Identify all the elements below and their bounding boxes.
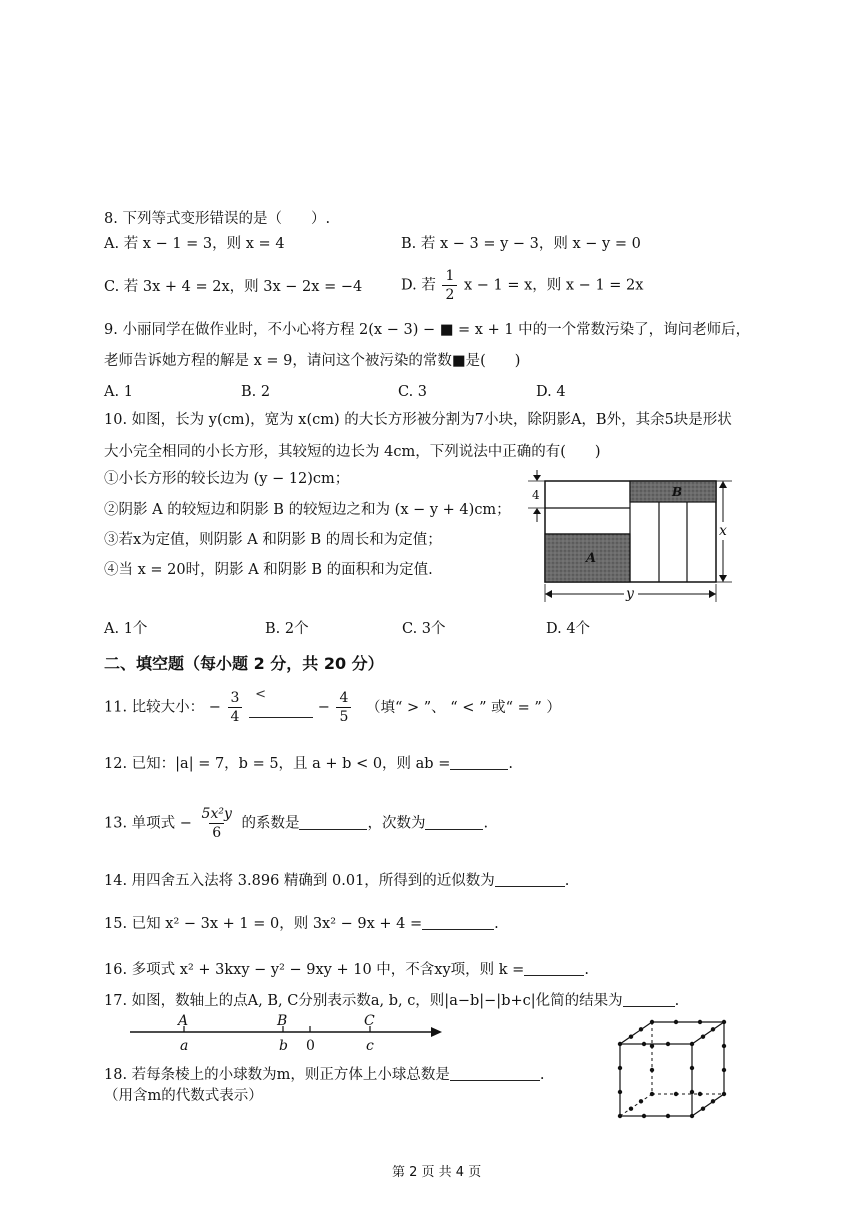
cube-edge (692, 1094, 724, 1116)
q11 (104, 686, 561, 726)
q11-answer-blank[interactable] (249, 686, 313, 718)
label-b: B (672, 485, 683, 499)
q9-line1: 9. 小丽同学在做作业时，不小心将方程 2(x − 3) − ■ = x + 1 中的一个常数污染了，询问老师后， (104, 322, 751, 338)
fraction-denominator: 5 (336, 707, 351, 725)
q18-line2: （用含m的代数式表示） (104, 1088, 263, 1104)
q8-option-b: B. 若 x − 3 = y − 3，则 x − y = 0 (401, 236, 641, 252)
q13-coefficient-text: 的系数是 (241, 815, 300, 832)
q12-text: 12. 已知：|a| = 7，b = 5，且 a + b < 0，则 ab = (104, 756, 451, 772)
q11-instruction: （填“ > ”、 “ < ” 或“ = ” ） (365, 699, 561, 716)
label-y: y (626, 586, 634, 602)
value-label-zero: 0 (306, 1038, 315, 1054)
blank-underline (249, 717, 313, 718)
q16-text: 16. 多项式 x² + 3kxy − y² − 9xy + 10 中，不含xy项，则 k = (104, 962, 525, 978)
fraction-denominator: 6 (209, 823, 224, 841)
q8-option-c: C. 若 3x + 4 = 2x，则 3x − 2x = −4 (104, 279, 363, 295)
q11-fraction-1 (228, 690, 243, 725)
arrow-down-icon (533, 475, 541, 481)
q8-option-d (401, 268, 643, 303)
arrow-left-icon (545, 590, 552, 598)
q9-line2: 老师告诉她方程的解是 x = 9，请问这个被污染的常数■是( ) (104, 353, 521, 369)
number-line (128, 1012, 448, 1058)
q16-end: . (584, 962, 589, 978)
q10-rectangle-figure (520, 466, 750, 611)
q15 (104, 915, 499, 932)
q18 (104, 1066, 545, 1083)
q13-fraction (199, 806, 235, 841)
value-label-c: c (366, 1038, 374, 1054)
fraction-numerator: 4 (339, 690, 349, 706)
cube-hidden-edge (620, 1094, 652, 1116)
q13 (104, 806, 488, 841)
q16-answer-blank[interactable] (524, 961, 584, 976)
q14 (104, 872, 569, 889)
arrow-right-icon (709, 590, 716, 598)
q13-degree-blank[interactable] (425, 815, 483, 830)
cube-edges (620, 1022, 724, 1116)
q8-option-d-suffix: x − 1 = x，则 x − 1 = 2x (463, 277, 644, 294)
value-label-a: a (180, 1038, 189, 1054)
arrow-up-icon (719, 481, 727, 488)
q8-option-a: A. 若 x − 1 = 3，则 x = 4 (104, 236, 285, 252)
q15-answer-blank[interactable] (422, 915, 494, 930)
q8-stem: 8. 下列等式变形错误的是（ ）. (104, 211, 331, 227)
cube-figure (608, 1014, 734, 1126)
q9-option-c: C. 3 (398, 384, 428, 400)
q12 (104, 755, 513, 772)
q18-answer-blank[interactable] (450, 1066, 540, 1081)
q10-line2: 大小完全相同的小长方形，其较短的边长为 4cm，下列说法中正确的有( ) (104, 444, 601, 460)
point-label-c: C (364, 1013, 375, 1029)
q15-text: 15. 已知 x² − 3x + 1 = 0，则 3x² − 9x + 4 = (104, 916, 423, 932)
section-heading: 二、填空题（每小题 2 分，共 20 分） (104, 654, 384, 673)
label-x: x (719, 523, 727, 539)
label-4: 4 (532, 488, 540, 502)
q12-end: . (508, 756, 513, 772)
q10-statement-3: ③若x为定值，则阴影 A 和阴影 B 的周长和为定值； (104, 532, 442, 548)
q10-option-d: D. 4个 (546, 621, 591, 637)
cube-front-face (620, 1044, 692, 1116)
arrow-right-icon (431, 1027, 442, 1037)
q17-end: . (674, 993, 680, 1009)
q17 (104, 992, 679, 1009)
fraction-numerator: 5x²y (201, 806, 232, 822)
value-label-b: b (279, 1038, 288, 1054)
q10-option-a: A. 1个 (104, 621, 148, 637)
q15-end: . (494, 916, 499, 932)
q18-text: 18. 若每条棱上的小球数为m，则正方体上小球总数是 (104, 1067, 450, 1083)
q11-minus: − (317, 699, 330, 716)
q8-option-d-prefix: D. 若 (401, 277, 436, 294)
q10-statement-2: ②阴影 A 的较短边和阴影 B 的较短边之和为 (x − y + 4)cm； (104, 502, 511, 518)
q9-option-a: A. 1 (104, 384, 133, 400)
q9-option-b: B. 2 (241, 384, 271, 400)
q13-coefficient-blank[interactable] (299, 815, 367, 830)
q11-fraction-2 (336, 690, 351, 725)
q14-end: . (564, 873, 570, 889)
q13-degree-text: ，次数为 (367, 815, 426, 832)
q10-statement-1: ①小长方形的较长边为 (y − 12)cm； (104, 471, 350, 487)
q11-prefix: 11. 比较大小： − (104, 699, 221, 716)
arrow-down-icon (719, 575, 727, 582)
q18-end: . (539, 1067, 545, 1083)
q10-line1: 10. 如图，长为 y(cm)，宽为 x(cm) 的大长方形被分割为7小块，除阴影A，B外，其余5块是形状 (104, 412, 732, 428)
page-footer: 第 2 页 共 4 页 (392, 1165, 482, 1180)
cube-hidden-edges (620, 1022, 724, 1116)
q12-answer-blank[interactable] (450, 755, 508, 770)
fraction-denominator: 4 (228, 707, 243, 725)
q9-option-d: D. 4 (536, 384, 566, 400)
q10-option-b: B. 2个 (265, 621, 309, 637)
fraction-denominator: 2 (442, 285, 457, 303)
label-a: A (586, 551, 597, 566)
q10-statement-4: ④当 x = 20时，阴影 A 和阴影 B 的面积和为定值. (104, 562, 433, 578)
point-label-a: A (178, 1013, 189, 1029)
fraction-numerator: 1 (445, 268, 455, 284)
q10-option-c: C. 3个 (402, 621, 446, 637)
q13-end: . (483, 815, 489, 832)
arrow-up-icon (533, 508, 541, 514)
q8-option-d-fraction (442, 268, 457, 303)
q14-answer-blank[interactable] (495, 872, 565, 887)
q14-text: 14. 用四舍五入法将 3.896 精确到 0.01，所得到的近似数为 (104, 873, 495, 889)
fraction-numerator: 3 (230, 690, 240, 706)
point-label-b: B (277, 1013, 288, 1029)
cube-edge (692, 1022, 724, 1044)
q17-text: 17. 如图，数轴上的点A, B, C分别表示数a, b, c，则|a−b|−|b+c|化简的结果为 (104, 993, 623, 1009)
q16 (104, 961, 589, 978)
q13-prefix: 13. 单项式 − (104, 815, 192, 832)
q17-answer-blank[interactable] (623, 992, 675, 1007)
cube-edge (620, 1022, 652, 1044)
handwritten-mark: < (255, 686, 266, 702)
